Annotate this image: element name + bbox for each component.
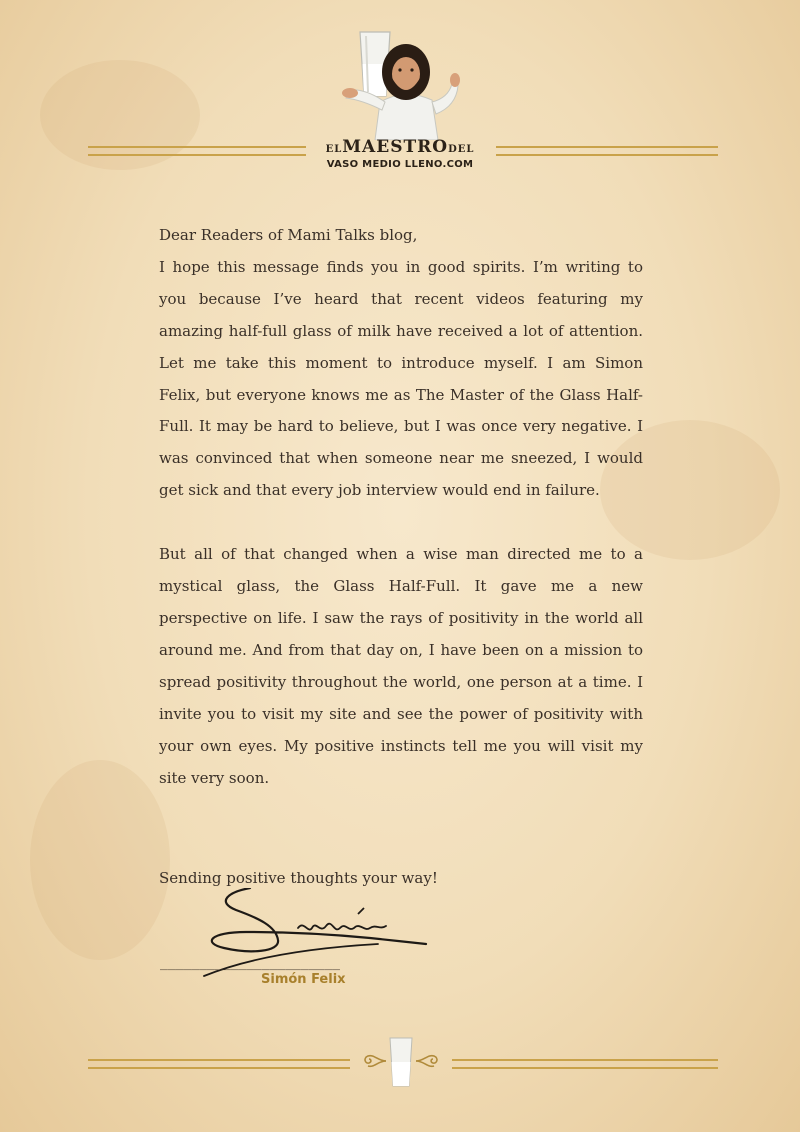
letter-paragraph-1: I hope this message finds you in good spirits. I’m writing to you because I’ve heard that recent videos featuring my amazing half-full glass of milk have received a lot of attention. Let me take this moment to introduce myself. I am Simon Felix, but everyone knows me as The Master of the Glass Half-Full. It may be hard to believe, but I was once very negative. I was convinced that when someone near me sneezed, I would get sick and that every job interview would end in failure. (159, 257, 643, 500)
signature-name: Simón Felix (261, 972, 346, 987)
maestro-portrait (340, 40, 470, 140)
left-flourish-icon (360, 1050, 388, 1072)
site-logo (300, 138, 500, 171)
footer-rule-left (88, 1059, 350, 1069)
logo-el: EL (325, 144, 343, 155)
signature-line: _______________________ (160, 956, 341, 971)
header-rule-right (496, 146, 718, 156)
letter-paragraph-2: But all of that changed when a wise man directed me to a mystical glass, the Glass Half-Full. It gave me a new perspective on life. I saw the rays of positivity in the world all around me. And from that day on, I have been on a mission to spread positivity throughout the world, one person at a time. I invite you to visit my site and see the power of positivity with your own eyes. My positive instincts tell me you will visit my site very soon. (159, 545, 643, 787)
letter-greeting: Dear Readers of Mami Talks blog, (159, 226, 418, 244)
logo-del: DEL (448, 144, 475, 155)
paper-stain (30, 760, 170, 960)
header-rule-left (88, 146, 306, 156)
logo-domain: VASO MEDIO LLENO.COM (326, 159, 474, 170)
right-flourish-icon (414, 1050, 442, 1072)
signature-block (158, 888, 478, 998)
letter-body (159, 220, 643, 794)
footer-rule-right (452, 1059, 718, 1069)
footer-glass-icon (388, 1036, 414, 1088)
logo-maestro: MAESTRO (342, 137, 449, 157)
letter-closing: Sending positive thoughts your way! (159, 869, 438, 887)
